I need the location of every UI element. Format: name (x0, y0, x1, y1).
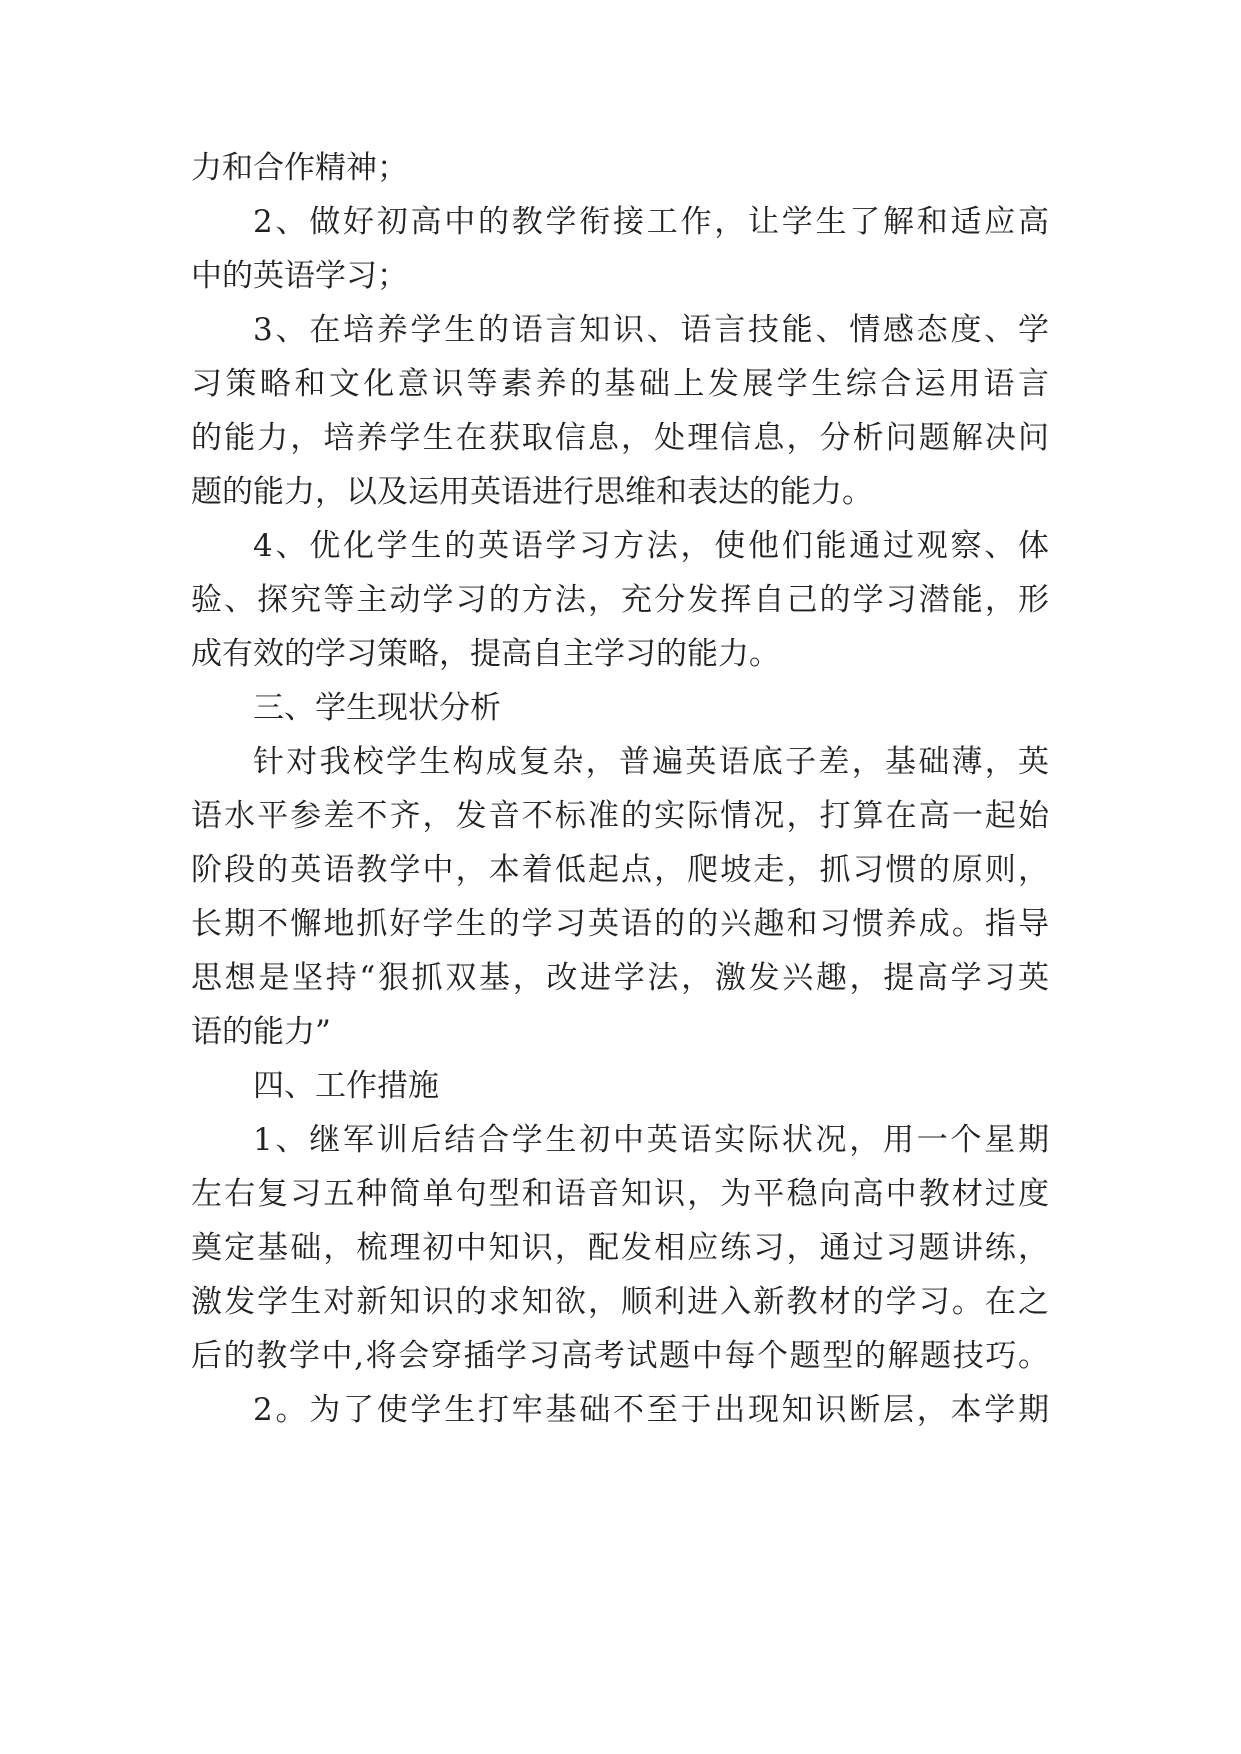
text-line: 中的英语学习； (191, 258, 408, 294)
text-line: 的能力，培养学生在获取信息，处理信息，分析问题解决问 (191, 420, 1049, 456)
text-line: 力和合作精神； (191, 150, 408, 186)
text-line: 3、在培养学生的语言知识、语言技能、情感态度、学 (253, 312, 1049, 348)
text-line: 题的能力，以及运用英语进行思维和表达的能力。 (191, 474, 873, 510)
text-line: 语水平参差不齐，发音不标准的实际情况，打算在高一起始 (191, 798, 1049, 834)
section-heading: 四、工作措施 (253, 1068, 439, 1104)
text-line: 奠定基础，梳理初中知识，配发相应练习，通过习题讲练， (191, 1230, 1049, 1266)
text-line: 习策略和文化意识等素养的基础上发展学生综合运用语言 (191, 366, 1049, 402)
text-line: 长期不懈地抓好学生的学习英语的的兴趣和习惯养成。指导 (191, 906, 1049, 942)
text-line: 语的能力” (191, 1014, 331, 1050)
text-line: 2。为了使学生打牢基础不至于出现知识断层，本学期 (253, 1392, 1049, 1428)
text-line: 思想是坚持“狠抓双基，改进学法，激发兴趣，提高学习英 (191, 960, 1049, 996)
text-line: 成有效的学习策略，提高自主学习的能力。 (191, 636, 780, 672)
section-heading: 三、学生现状分析 (253, 690, 501, 726)
text-line: 验、探究等主动学习的方法，充分发挥自己的学习潜能，形 (191, 582, 1049, 618)
text-line: 针对我校学生构成复杂，普遍英语底子差，基础薄，英 (253, 744, 1049, 780)
text-line: 1、继军训后结合学生初中英语实际状况，用一个星期 (253, 1122, 1049, 1158)
text-line: 2、做好初高中的教学衔接工作，让学生了解和适应高 (253, 204, 1049, 240)
text-line: 左右复习五种简单句型和语音知识，为平稳向高中教材过度 (191, 1176, 1049, 1212)
text-line: 4、优化学生的英语学习方法，使他们能通过观察、体 (253, 528, 1049, 564)
text-line: 激发学生对新知识的求知欲，顺利进入新教材的学习。在之 (191, 1284, 1049, 1320)
text-line: 阶段的英语教学中，本着低起点，爬坡走，抓习惯的原则， (191, 852, 1049, 888)
text-line: 后的教学中,将会穿插学习高考试题中每个题型的解题技巧。 (191, 1338, 1049, 1374)
